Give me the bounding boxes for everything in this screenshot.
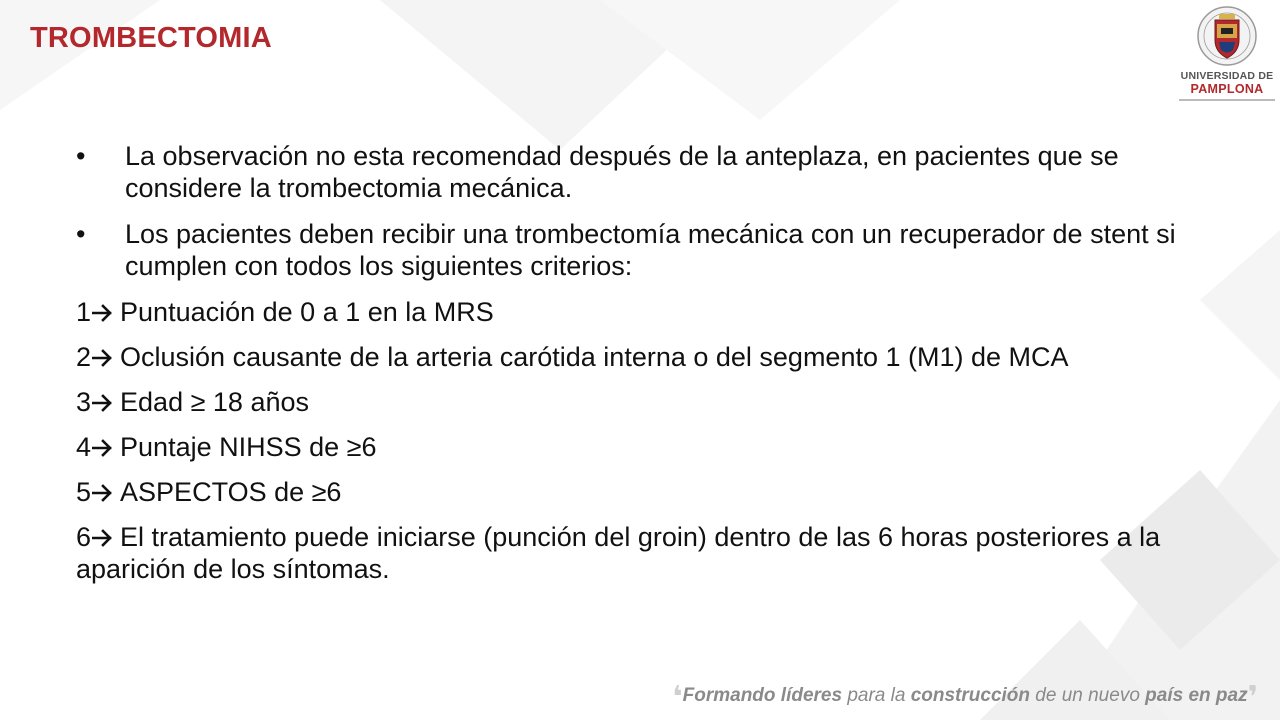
right-arrow-icon xyxy=(92,438,114,458)
bullet-item xyxy=(76,140,1216,204)
slide-content xyxy=(76,140,1216,598)
quote-open-icon: ❛ xyxy=(672,681,683,714)
logo-text-name: PAMPLONA xyxy=(1190,82,1264,96)
footer-tagline xyxy=(672,680,1258,715)
right-arrow-icon xyxy=(92,393,114,413)
bullet-text: Los pacientes deben recibir una trombectomía mecánica con un recuperador de stent si cumplen con todos los siguientes criterios: xyxy=(125,219,1176,281)
criterion-4 xyxy=(76,431,1216,463)
criterion-number: 2 xyxy=(76,342,92,372)
right-arrow-icon xyxy=(92,348,114,368)
criterion-number: 4 xyxy=(76,432,92,462)
bullet-icon: • xyxy=(76,219,86,249)
slide-title: TROMBECTOMIA xyxy=(30,22,272,54)
criterion-text: El tratamiento puede iniciarse (punción del groin) dentro de las 6 horas posteriores a la aparición de los síntomas. xyxy=(76,522,1161,584)
tagline-part: para la xyxy=(842,685,911,706)
bullet-item xyxy=(76,218,1216,282)
criterion-text: Edad ≥ 18 años xyxy=(120,387,309,417)
right-arrow-icon xyxy=(92,483,114,503)
quote-close-icon: ❜ xyxy=(1247,681,1258,714)
tagline-part: construcción xyxy=(910,685,1031,706)
criterion-number: 3 xyxy=(76,387,92,417)
logo-text-top: UNIVERSIDAD DE xyxy=(1180,70,1274,82)
criterion-5 xyxy=(76,476,1216,508)
crest-icon xyxy=(1197,4,1257,68)
university-logo xyxy=(1178,4,1276,108)
bullet-icon: • xyxy=(76,141,86,171)
right-arrow-icon xyxy=(92,528,114,548)
criterion-number: 6 xyxy=(76,522,92,552)
bullet-text: La observación no esta recomendad después de la anteplaza, en pacientes que se considere la trombectomia mecánica. xyxy=(125,141,1119,203)
tagline-part: Formando líderes xyxy=(682,685,843,706)
tagline-part: de un nuevo xyxy=(1030,685,1146,706)
criterion-1 xyxy=(76,296,1216,328)
criterion-text: Puntaje NIHSS de ≥6 xyxy=(120,432,377,462)
criterion-text: ASPECTOS de ≥6 xyxy=(120,477,342,507)
logo-divider xyxy=(1179,99,1275,101)
criterion-text: Puntuación de 0 a 1 en la MRS xyxy=(120,297,494,327)
criterion-number: 1 xyxy=(76,297,92,327)
criterion-3 xyxy=(76,386,1216,418)
criterion-6 xyxy=(76,521,1216,585)
criterion-number: 5 xyxy=(76,477,92,507)
right-arrow-icon xyxy=(92,303,114,323)
criterion-text: Oclusión causante de la arteria carótida interna o del segmento 1 (M1) de MCA xyxy=(120,342,1069,372)
criterion-2 xyxy=(76,341,1216,373)
tagline-part: país en paz xyxy=(1145,685,1248,706)
